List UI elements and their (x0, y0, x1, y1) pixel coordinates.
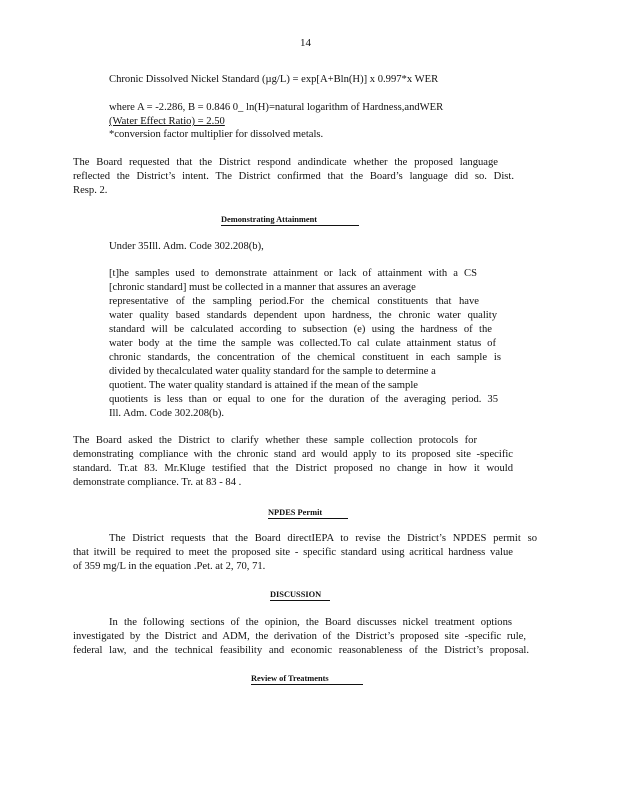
quote-line-6: water body at the time the sample was collected.To cal culate attainment status of (109, 338, 496, 349)
formula-line-1: Chronic Dissolved Nickel Standard (µg/L) = exp[A+Bln(H)] x 0.997*x WER (109, 74, 439, 85)
quote-line-8: divided by thecalculated water quality standard for the sample to determine a (109, 366, 436, 377)
para4-line-2: investigated by the District and ADM, the derivation of the District’s proposed site -specific rule, (73, 631, 526, 642)
quote-line-2: [chronic standard] must be collected in a manner that assures an average (109, 282, 416, 293)
para3-line-3: of 359 mg/L in the equation .Pet. at 2, 70, 71. (73, 561, 266, 572)
formula-line-4: *conversion factor multiplier for dissolved metals. (109, 129, 324, 140)
heading-npdes-permit: NPDES Permit (268, 507, 348, 519)
heading-demonstrating-attainment: Demonstrating Attainment (221, 214, 359, 226)
para1-line-3: Resp. 2. (73, 185, 108, 196)
quote-line-11: Ill. Adm. Code 302.208(b). (109, 408, 225, 419)
para3-line-1: The District requests that the Board directIEPA to revise the District’s NPDES permit so (109, 533, 537, 544)
para2-line-2: demonstrating compliance with the chronic stand ard would apply to its proposed site -specific (73, 449, 513, 460)
quote-line-7: chronic standards, the concentration of the chemical constituent in each sample is (109, 352, 501, 363)
para2-line-4: demonstrate compliance. Tr. at 83 - 84 . (73, 477, 242, 488)
para3-line-2: that itwill be required to meet the proposed site - specific standard using acritical hardness value (73, 547, 513, 558)
para2-line-3: standard. Tr.at 83. Mr.Kluge testified that the District proposed no change in how it would (73, 463, 513, 474)
para1-line-1: The Board requested that the District respond andindicate whether the proposed language (73, 157, 498, 168)
quote-line-5: standard will be calculated according to subsection (e) using the hardness of the (109, 324, 492, 335)
formula-line-2: where A = -2.286, B = 0.846 0_ ln(H)=natural logarithm of Hardness,andWER (109, 102, 444, 113)
page-number: 14 (300, 37, 311, 49)
quote-line-10: quotients is less than or equal to one for the duration of the averaging period. 35 (109, 394, 498, 405)
quote-line-9: quotient. The water quality standard is attained if the mean of the sample (109, 380, 418, 391)
quote-line-3: representative of the sampling period.For the chemical constituents that have (109, 296, 479, 307)
heading-discussion: DISCUSSION (270, 589, 330, 601)
para4-line-1: In the following sections of the opinion, the Board discusses nickel treatment options (109, 617, 512, 628)
para2-line-1: The Board asked the District to clarify whether these sample collection protocols for (73, 435, 477, 446)
under-citation: Under 35Ill. Adm. Code 302.208(b), (109, 241, 264, 252)
para4-line-3: federal law, and the technical feasibility and economic reasonableness of the District’s proposal. (73, 645, 529, 656)
formula-line-3: (Water Effect Ratio) = 2.50 (109, 116, 225, 127)
quote-line-4: water quality based standards dependent upon hardness, the chronic water quality (109, 310, 497, 321)
quote-line-1: [t]he samples used to demonstrate attainment or lack of attainment with a CS (109, 268, 477, 279)
para1-line-2: reflected the District’s intent. The District confirmed that the Board’s language did so. Dist. (73, 171, 514, 182)
heading-review-of-treatments: Review of Treatments (251, 673, 363, 685)
